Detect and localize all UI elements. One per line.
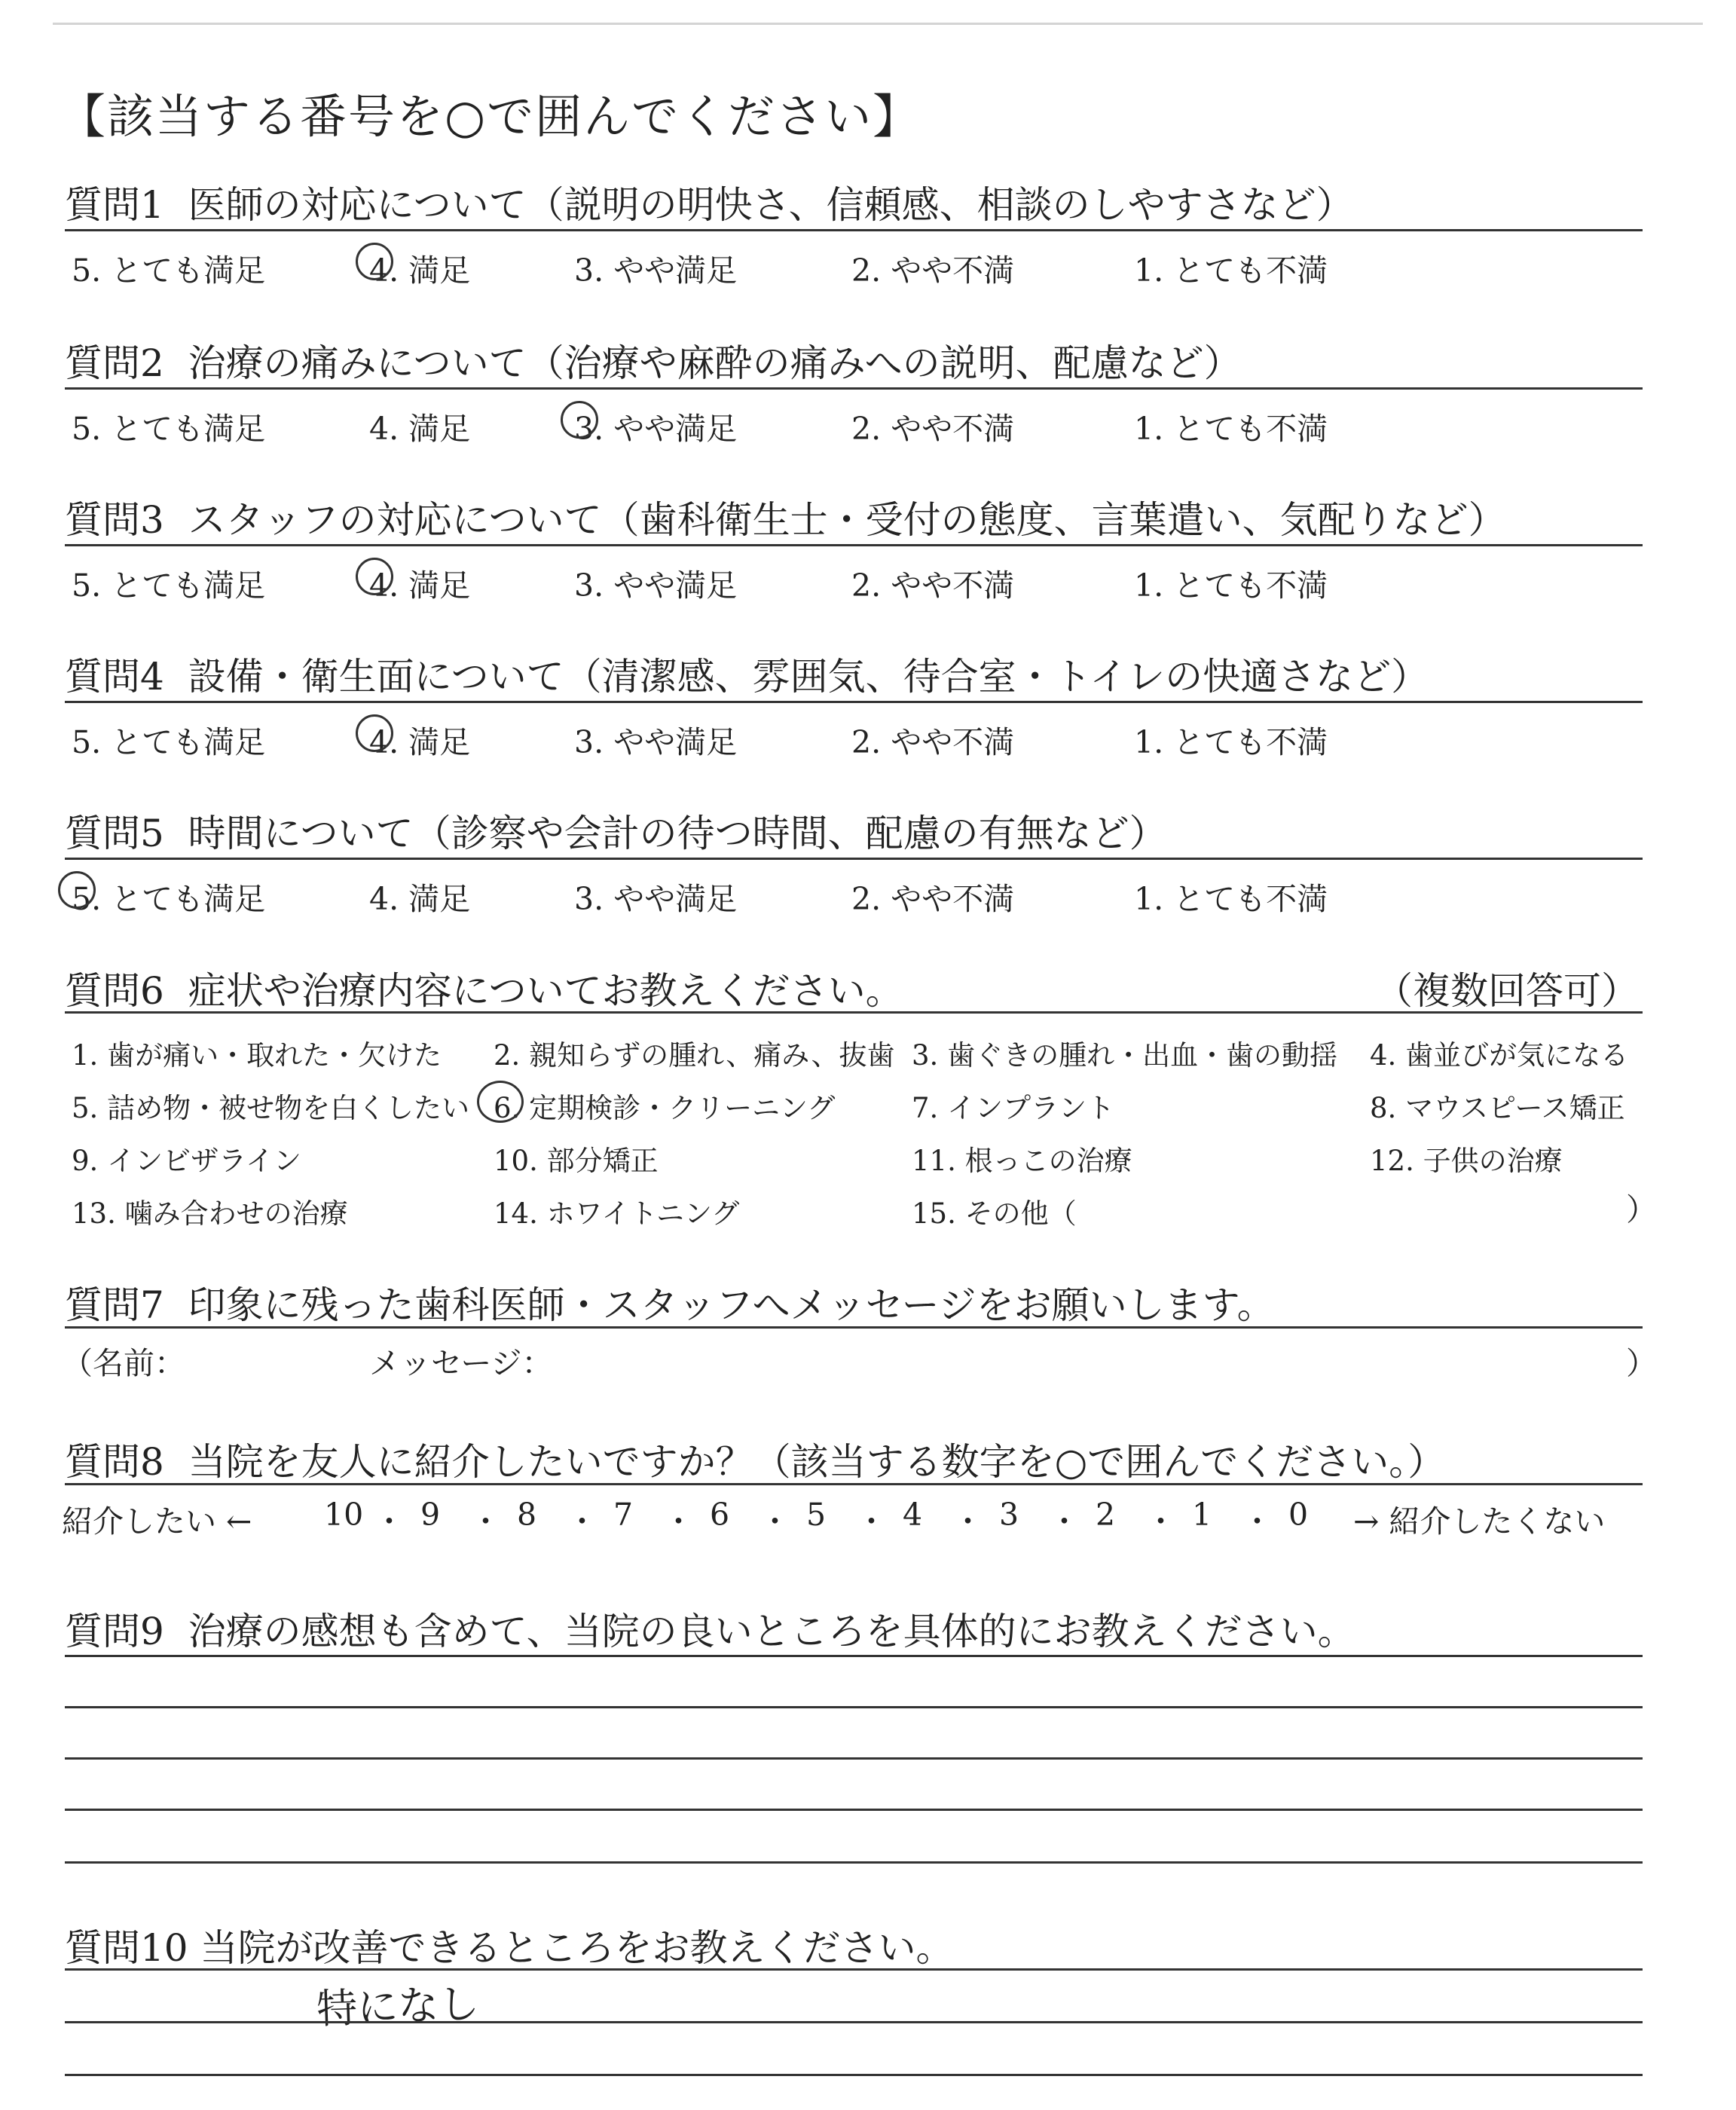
q10-title [65,1918,954,1972]
q8-scale-number: 1 [1192,1497,1212,1533]
q8-scale-dot: ・ [952,1503,983,1540]
rating-option: 3. やや満足 [574,411,738,447]
q8-scale-number: 9 [420,1497,441,1533]
q8-separator [65,1483,1643,1485]
scan-edge-line [53,23,1703,25]
q8-scale-number: 3 [999,1497,1019,1533]
q6-option: 2. 親知らずの腫れ、痛み、抜歯 [494,1039,895,1072]
q8-title [65,1432,1445,1486]
q8-scale-dot: ・ [1049,1503,1080,1540]
rating-option: 3. やや満足 [574,724,738,760]
rating-option: 1. とても不満 [1134,411,1328,447]
selected-answer-circle [561,401,598,439]
rating-option: 1. とても不満 [1134,881,1328,917]
rating-option: 2. やや不満 [851,881,1015,917]
rating-option: 3. やや満足 [574,567,738,604]
question-separator [65,858,1643,860]
q6-option: 3. 歯ぐきの腫れ・出血・歯の動揺 [912,1039,1338,1072]
q8-scale-number: 4 [903,1497,923,1533]
question-separator [65,544,1643,546]
question-label: 質問2 [65,341,164,385]
q6-option: 6. 定期検診・クリーニング [494,1092,836,1124]
selected-answer-circle [58,871,96,909]
q6-option: 12. 子供の治療 [1370,1145,1563,1177]
q6-option: 8. マウスピース矯正 [1370,1092,1625,1124]
question-title [65,175,1354,229]
q6-option: 14. ホワイトニング [494,1197,740,1230]
question-text: 治療の痛みについて（治療や麻酔の痛みへの説明、配慮など） [188,341,1242,385]
q8-scale-number: 6 [710,1497,730,1533]
q7-close: ） [1626,1345,1657,1381]
question-label: 質問5 [65,812,164,855]
q10-writing-line [65,1968,1643,1971]
q9-writing-line [65,1861,1643,1864]
q8-scale-number: 8 [517,1497,537,1533]
rating-option: 2. やや不満 [851,252,1015,289]
q9-writing-line [65,1757,1643,1760]
q7-label: 質問7 [65,1283,164,1327]
q8-text: 当院を友人に紹介したいですか？（該当する数字を○で囲んでください。） [188,1440,1446,1484]
q8-scale-dot: ・ [567,1503,598,1540]
q6-label: 質問6 [65,969,164,1013]
question-text: 医師の対応について（説明の明快さ、信頼感、相談のしやすさなど） [188,183,1354,227]
q8-scale-number: 10 [324,1497,364,1533]
rating-option: 2. やや不満 [851,567,1015,604]
q8-scale-dot: ・ [856,1503,887,1540]
q8-scale-number: 7 [613,1497,634,1533]
q7-separator [65,1326,1643,1329]
q6-other-close: ） [1626,1191,1657,1228]
q6-option: 7. インプラント [912,1092,1115,1124]
q8-scale-number: 5 [806,1497,827,1533]
question-separator [65,229,1643,231]
rating-option: 4. 満足 [369,411,471,447]
q6-option: 5. 詰め物・被せ物を白くしたい [72,1092,470,1124]
q6-option: 13. 噛み合わせの治療 [72,1197,348,1230]
q8-left-label: 紹介したい ← [62,1503,252,1540]
q8-scale-dot: ・ [374,1503,405,1540]
page-title: 【該当する番号を○で囲んでください】 [59,89,921,144]
q10-label: 質問10 [65,1926,188,1970]
q6-option: 9. インビザライン [72,1145,301,1177]
q10-text: 当院が改善できるところをお教えください。 [200,1926,954,1970]
rating-option: 4. 満足 [369,724,471,760]
q8-scale-dot: ・ [1145,1503,1176,1540]
question-separator [65,701,1643,703]
q9-writing-line [65,1809,1643,1811]
q6-text: 症状や治療内容についてお教えください。 [188,969,903,1013]
question-text: 設備・衛生面について（清潔感、雰囲気、待合室・トイレの快適さなど） [188,655,1429,699]
q8-scale-dot: ・ [760,1503,790,1540]
question-title [65,803,1167,858]
question-title [65,333,1242,387]
rating-option: 5. とても満足 [72,567,266,604]
question-label: 質問1 [65,183,164,227]
q7-title [65,1275,1275,1329]
rating-option: 4. 満足 [369,252,471,289]
selected-answer-circle [356,243,393,280]
rating-option: 5. とても満足 [72,252,266,289]
q7-name-label: （名前： [62,1345,185,1381]
question-text: スタッフの対応について（歯科衛生士・受付の態度、言葉遣い、気配りなど） [188,498,1506,542]
q6-option: 11. 根っこの治療 [912,1145,1132,1177]
rating-option: 4. 満足 [369,881,471,917]
q9-label: 質問9 [65,1610,164,1653]
question-title [65,647,1429,701]
rating-option: 3. やや満足 [574,881,738,917]
q8-scale-number: 0 [1288,1497,1309,1533]
question-label: 質問4 [65,655,164,699]
selected-answer-circle [356,558,393,595]
q10-writing-line [65,2074,1643,2076]
q6-title [65,961,903,1015]
q6-option: 15. その他（ [912,1197,1077,1230]
q10-writing-line [65,2021,1643,2023]
selected-answer-circle [356,714,393,752]
rating-option: 1. とても不満 [1134,567,1328,604]
question-separator [65,387,1643,390]
rating-option: 5. とても満足 [72,724,266,760]
rating-option: 3. やや満足 [574,252,738,289]
rating-option: 5. とても満足 [72,411,266,447]
selected-answer-circle [477,1081,524,1123]
q6-option: 1. 歯が痛い・取れた・欠けた [72,1039,442,1072]
question-title [65,490,1506,544]
rating-option: 1. とても不満 [1134,724,1328,760]
q6-option: 10. 部分矯正 [494,1145,659,1177]
q7-text: 印象に残った歯科医師・スタッフへメッセージをお願いします。 [188,1283,1275,1327]
q8-scale-number: 2 [1096,1497,1116,1533]
rating-option: 2. やや不満 [851,724,1015,760]
rating-option: 5. とても満足 [72,881,266,917]
rating-option: 1. とても不満 [1134,252,1328,289]
question-label: 質問3 [65,498,164,542]
q8-right-label: → 紹介したくない [1353,1503,1606,1540]
rating-option: 2. やや不満 [851,411,1015,447]
q9-text: 治療の感想も含めて、当院の良いところを具体的にお教えください。 [188,1610,1355,1653]
q9-writing-line [65,1706,1643,1708]
q6-separator [65,1011,1643,1014]
q8-scale-dot: ・ [1242,1503,1273,1540]
q8-scale-dot: ・ [663,1503,694,1540]
q8-label: 質問8 [65,1440,164,1484]
question-text: 時間について（診察や会計の待つ時間、配慮の有無など） [188,812,1167,855]
q10-handwritten-answer: 特になし [316,1980,481,2033]
q9-title [65,1601,1355,1656]
q6-note: （複数回答可） [1375,969,1639,1013]
rating-option: 4. 満足 [369,567,471,604]
q9-writing-line [65,1655,1643,1657]
q7-message-label: メッセージ： [369,1345,553,1381]
q6-option: 4. 歯並びが気になる [1370,1039,1629,1072]
q8-scale-dot: ・ [470,1503,501,1540]
